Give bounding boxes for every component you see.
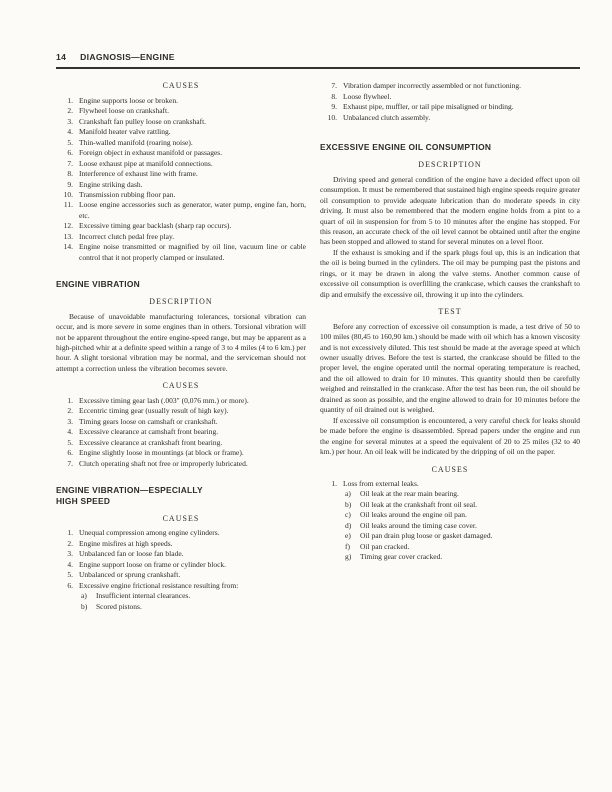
- item-letter: f): [345, 541, 350, 551]
- paragraph: If the exhaust is smoking and if the spark plugs foul up, this is an indication that the oil is being burned in the cylinders. The oil may be pumping past the pistons and rings, or it may be drawn in along the valve stems. Another common cause of excessive oil consumption is overfilling the crankcase, which causes the crankshaft to dip and emulsify the excessive oil, throwing it up into the cylinders.: [320, 247, 580, 299]
- list-item: [56, 117, 306, 127]
- item-text: Clutch operating shaft not free or improperly lubricated.: [79, 458, 248, 468]
- item-text: Excessive timing gear backlash (sharp rap occurs).: [79, 221, 232, 231]
- item-text: Engine misfires at high speeds.: [79, 538, 173, 548]
- item-number: 2.: [67, 538, 73, 548]
- item-number: 8.: [331, 91, 337, 101]
- causes-subheading: CAUSES: [162, 381, 200, 391]
- section-heading-engine-vibration-high-speed: [56, 485, 306, 507]
- item-letter: e): [345, 531, 351, 541]
- heading-line: ENGINE VIBRATION—ESPECIALLY: [56, 484, 203, 495]
- item-number: 9.: [331, 102, 337, 112]
- item-number: 6.: [67, 148, 73, 158]
- item-text: Eccentric timing gear (usually result of high key).: [79, 406, 229, 416]
- item-text: Oil leaks around the engine oil pan.: [360, 510, 467, 520]
- item-number: 3.: [67, 549, 73, 559]
- item-number: 1.: [67, 395, 73, 405]
- section-heading-excessive-oil-consumption: EXCESSIVE ENGINE OIL CONSUMPTION: [320, 142, 492, 153]
- item-number: 4.: [67, 559, 73, 569]
- list-item: [56, 570, 306, 580]
- item-text: Engine noise transmitted or magnified by oil line, vacuum line or cable control that it not properly clamped or insulated.: [79, 242, 306, 262]
- item-number: 7.: [67, 158, 73, 168]
- heading-line: HIGH SPEED: [56, 495, 111, 506]
- item-letter: g): [345, 552, 352, 562]
- item-text: Engine supports loose or broken.: [79, 95, 178, 105]
- item-number: 4.: [67, 427, 73, 437]
- item-text: Interference of exhaust line with frame.: [79, 169, 198, 179]
- list-item: [56, 459, 306, 469]
- list-item: [56, 221, 306, 231]
- item-text: Loss from external leaks.: [343, 478, 419, 488]
- list-item: [56, 560, 306, 570]
- sub-list-item: [320, 531, 580, 541]
- list-item: [56, 539, 306, 549]
- item-text: Timing gear cover cracked.: [360, 552, 443, 562]
- item-text: Exhaust pipe, muffler, or tail pipe misaligned or binding.: [343, 102, 514, 112]
- item-number: 12.: [63, 221, 73, 231]
- item-text: Oil leaks around the timing case cover.: [360, 520, 477, 530]
- causes-subheading: CAUSES: [162, 513, 200, 523]
- item-number: 7.: [67, 458, 73, 468]
- list-item: [56, 232, 306, 242]
- item-text: Insufficient internal clearances.: [96, 591, 191, 601]
- list-item: [56, 200, 306, 221]
- item-number: 1.: [67, 528, 73, 538]
- sub-list-item: [320, 521, 580, 531]
- list-item: [56, 242, 306, 263]
- item-number: 10.: [63, 189, 73, 199]
- item-number: 10.: [327, 112, 337, 122]
- item-text: Excessive engine frictional resistance resulting from:: [79, 580, 239, 590]
- item-number: 1.: [331, 478, 337, 488]
- paragraph: Because of unavoidable manufacturing tolerances, torsional vibration can occur, and is more severe in some engines than in others. Torsional vibration will not be apparent throughout the entire engine-speed range, but may be apparent as a high-pitched whir at a definite speed within a range of 3 to 4 miles (4 to 6 km.) per hour. A slight torsional vibration may be normal, and the serviceman should not attempt a correction unless the vibration becomes severe.: [56, 311, 306, 373]
- list-item: [320, 81, 580, 91]
- list-item: [56, 581, 306, 591]
- list-item: [320, 92, 580, 102]
- list-item: [56, 127, 306, 137]
- paragraph: Driving speed and general condition of the engine have a decided effect upon oil consumption. It must be remembered that sustained high engine speeds require greater oil consumption to provide adequate lubrication than do moderate speeds in city driving. It must also be remembered that the modern engine holds from a pint to a quart of oil in suspension for from 5 to 10 minutes after the engine has stopped. For this reason, an accurate check of the oil level cannot be obtained until after the engine has been stopped and allowed to stand for several minutes on a level floor.: [320, 174, 580, 247]
- list-item: [56, 169, 306, 179]
- list-item: [56, 148, 306, 158]
- item-number: 1.: [67, 95, 73, 105]
- item-number: 5.: [67, 570, 73, 580]
- sub-list-item: [56, 602, 306, 612]
- list-item: [56, 417, 306, 427]
- item-letter: a): [345, 489, 351, 499]
- paragraph: If excessive oil consumption is encountered, a very careful check for leaks should be made before the engine is disassembled. Spread papers under the engine and run the engine for several minutes at a speed the equivalent of 20 to 25 miles (32 to 40 km.) per hour. An oil leak will be indicated by the dripping of oil on the paper.: [320, 415, 580, 457]
- left-column: [56, 81, 306, 612]
- item-text: Engine support loose on frame or cylinder block.: [79, 559, 227, 569]
- list-item: [56, 190, 306, 200]
- list-item: [320, 113, 580, 123]
- item-number: 14.: [63, 242, 73, 252]
- item-text: Crankshaft fan pulley loose on crankshaft.: [79, 116, 207, 126]
- item-text: Vibration damper incorrectly assembled or not functioning.: [343, 81, 522, 91]
- description-subheading: DESCRIPTION: [149, 297, 213, 307]
- list-item: [56, 406, 306, 416]
- page-title: DIAGNOSIS—ENGINE: [80, 52, 175, 62]
- item-letter: b): [81, 601, 88, 611]
- item-number: 6.: [67, 580, 73, 590]
- item-number: 8.: [67, 169, 73, 179]
- item-text: Manifold heater valve rattling.: [79, 127, 171, 137]
- list-item: [56, 106, 306, 116]
- sub-list-item: [320, 552, 580, 562]
- item-text: Oil pan cracked.: [360, 541, 410, 551]
- item-text: Loose exhaust pipe at manifold connections.: [79, 158, 213, 168]
- list-item: [56, 438, 306, 448]
- sub-list-item: [320, 542, 580, 552]
- list-item: [320, 479, 580, 489]
- item-number: 11.: [63, 200, 73, 210]
- item-text: Oil leak at the crankshaft front oil seal.: [360, 499, 478, 509]
- page-number: 14: [56, 52, 67, 62]
- two-column-body: [56, 81, 580, 612]
- item-number: 5.: [67, 437, 73, 447]
- item-letter: a): [81, 591, 87, 601]
- item-text: Incorrect clutch pedal free play.: [79, 231, 175, 241]
- right-column: [320, 81, 580, 612]
- item-number: 7.: [331, 81, 337, 91]
- causes-subheading: CAUSES: [162, 81, 200, 91]
- page-content: [56, 52, 580, 612]
- causes-subheading: CAUSES: [431, 464, 469, 474]
- list-item: [56, 528, 306, 538]
- item-text: Loose flywheel.: [343, 91, 392, 101]
- item-text: Excessive clearance at camshaft front bearing.: [79, 427, 219, 437]
- item-number: 2.: [67, 406, 73, 416]
- item-text: Flywheel loose on crankshaft.: [79, 106, 169, 116]
- item-text: Oil leak at the rear main bearing.: [360, 489, 459, 499]
- test-subheading: TEST: [438, 307, 462, 317]
- item-number: 9.: [67, 179, 73, 189]
- item-number: 3.: [67, 116, 73, 126]
- item-text: Excessive clearance at crankshaft front bearing.: [79, 437, 223, 447]
- list-item: [320, 102, 580, 112]
- sub-list-item: [320, 489, 580, 499]
- item-text: Excessive timing gear lash (.003″ (0,076 mm.) or more).: [79, 395, 249, 405]
- list-item: [56, 138, 306, 148]
- list-item: [56, 448, 306, 458]
- description-subheading: DESCRIPTION: [418, 160, 482, 170]
- item-letter: d): [345, 520, 352, 530]
- item-number: 3.: [67, 416, 73, 426]
- item-text: Foreign object in exhaust manifold or passages.: [79, 148, 223, 158]
- item-text: Engine striking dash.: [79, 179, 143, 189]
- item-number: 6.: [67, 448, 73, 458]
- sub-list-item: [56, 591, 306, 601]
- list-item: [56, 159, 306, 169]
- item-text: Scored pistons.: [96, 601, 142, 611]
- page-header: [56, 52, 580, 69]
- item-letter: b): [345, 499, 352, 509]
- sub-list-item: [320, 500, 580, 510]
- section-heading-engine-vibration: ENGINE VIBRATION: [56, 279, 140, 290]
- list-item: [56, 96, 306, 106]
- item-text: Loose engine accessories such as generator, water pump, engine fan, horn, etc.: [79, 200, 306, 220]
- item-number: 4.: [67, 127, 73, 137]
- item-number: 13.: [63, 231, 73, 241]
- list-item: [56, 549, 306, 559]
- item-text: Unbalanced or sprung crankshaft.: [79, 570, 181, 580]
- list-item: [56, 180, 306, 190]
- item-text: Transmission rubbing floor pan.: [79, 189, 176, 199]
- item-letter: c): [345, 510, 351, 520]
- list-item: [56, 427, 306, 437]
- item-number: 5.: [67, 137, 73, 147]
- sub-list-item: [320, 510, 580, 520]
- item-text: Unequal compression among engine cylinders.: [79, 528, 220, 538]
- item-text: Engine slightly loose in mountings (at block or frame).: [79, 448, 244, 458]
- item-text: Unbalanced fan or loose fan blade.: [79, 549, 184, 559]
- item-text: Oil pan drain plug loose or gasket damaged.: [360, 531, 493, 541]
- item-text: Timing gears loose on camshaft or crankshaft.: [79, 416, 218, 426]
- item-number: 2.: [67, 106, 73, 116]
- paragraph: Before any correction of excessive oil consumption is made, a test drive of 50 to 100 miles (80,45 to 160,90 km.) should be made with oil which has a known viscosity and is not excessively diluted. This test should be made at the average speed at which owner usually drives. Before the test is started, the crankcase should be filled to the proper level, the engine operated until the normal operating temperature is reached, and the oil allowed to drain for 10 minutes. This quantity should then be carefully weighed and reinstalled in the crankcase. After the test has been run, the oil should be drained as soon as possible, and the engine allowed to drain for 10 minutes before the quantity of oil drained out is weighed.: [320, 321, 580, 415]
- item-text: Unbalanced clutch assembly.: [343, 112, 431, 122]
- item-text: Thin-walled manifold (roaring noise).: [79, 137, 193, 147]
- list-item: [56, 396, 306, 406]
